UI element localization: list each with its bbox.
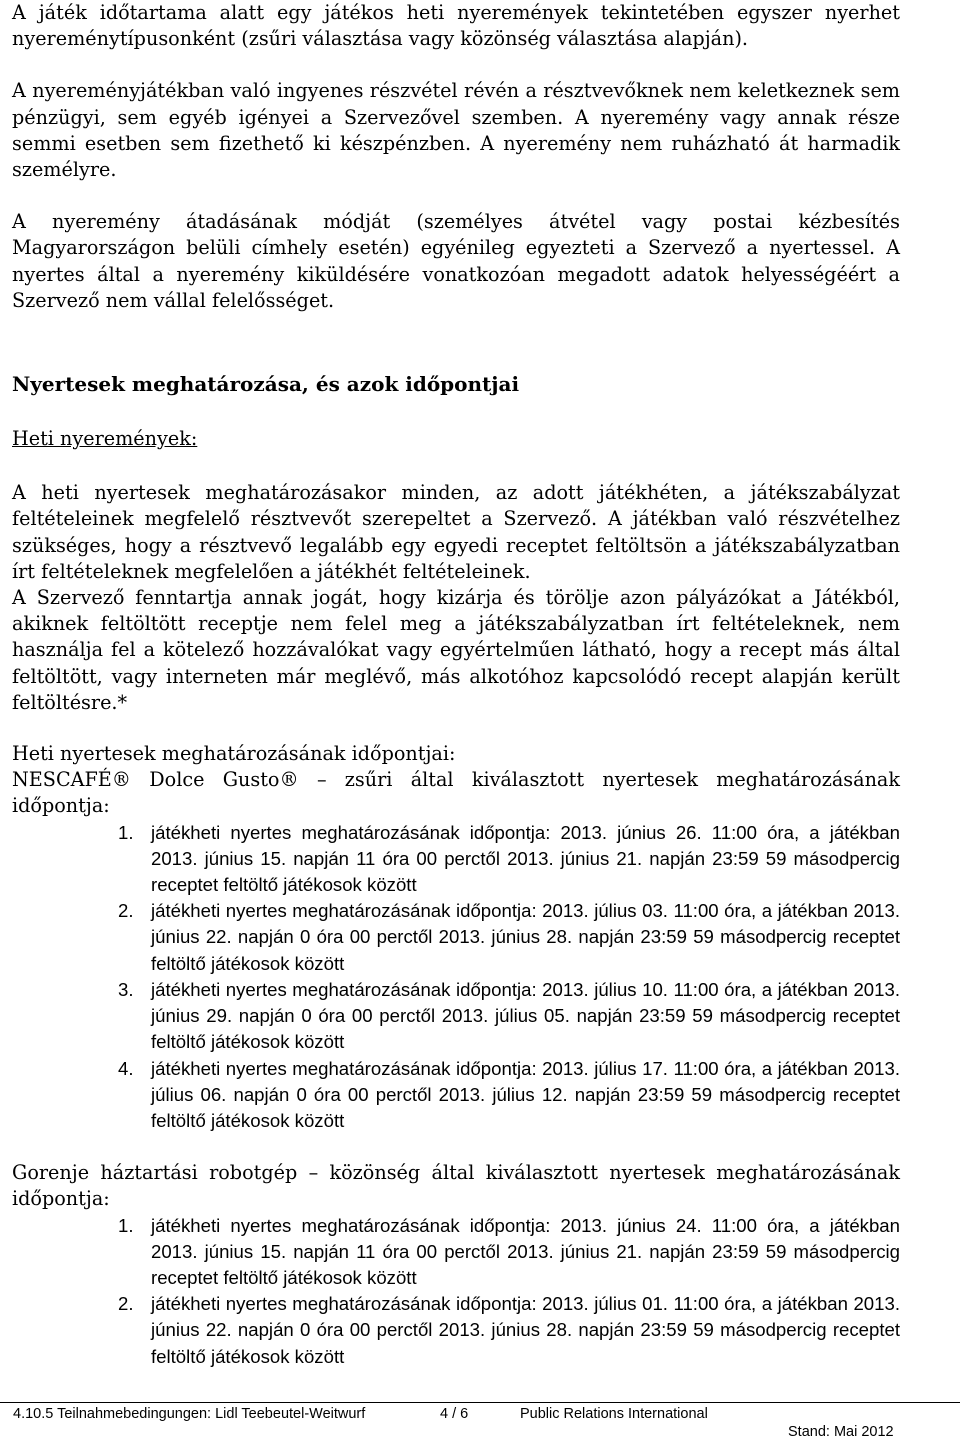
list-item: 2. játékheti nyertes meghatározásának időpontja: 2013. július 03. 11:00 óra, a játékban 2013. június 22. napján 0 óra 00 perctől 2013. június 28. napján 23:59 59 másodpercig receptet feltöltő játékosok között [118, 900, 900, 974]
paragraph-prize-delivery: A nyeremény átadásának módját (személyes átvétel vagy postai kézbesítés Magyarországon belüli címhely esetén) egyénileg egyezteti a Szervező a nyertessel. A nyertes által a nyeremény kiküldésére vonatkozóan megadott adatok helyességéért a Szervező nem vállal felelősséget. [12, 210, 900, 312]
list-item: 1. játékheti nyertes meghatározásának időpontja: 2013. június 26. 11:00 óra, a játékban 2013. június 15. napján 11 óra 00 perctől 2013. június 21. napján 23:59 59 másodpercig receptet feltöltő játékosok között [118, 821, 900, 896]
dates-heading: Heti nyertesek meghatározásának időpontjai: [12, 742, 456, 766]
footer-organization: Public Relations International [520, 1406, 708, 1422]
paragraph-organizer-rights: A Szervező fenntartja annak jogát, hogy kizárja és törölje azon pályázókat a Játékból, akiknek feltöltött receptje nem felel meg a játékszabályzatban írt feltételeknek, nem használja fel a kötelező hozzávalókat vagy egyértelműen látható, hogy a recept más által feltöltött, vagy interneten már meglévő, más alkotóhoz kapcsolódó recept alapján került feltöltésre.* [12, 586, 900, 714]
list-item: 3. játékheti nyertes meghatározásának időpontja: 2013. július 10. 11:00 óra, a játékban 2013. június 29. napján 0 óra 00 perctől 2013. július 05. napján 23:59 59 másodpercig receptet feltöltő játékosok között [118, 978, 900, 1053]
list-item: 1. játékheti nyertes meghatározásának időpontja: 2013. június 24. 11:00 óra, a játékban 2013. június 15. napján 11 óra 00 perctől 2013. június 21. napján 23:59 59 másodpercig receptet feltöltő játékosok között [118, 1214, 900, 1288]
audience-heading: Gorenje háztartási robotgép – közönség által kiválasztott nyertesek meghatározásának időpontja: [12, 1161, 900, 1211]
footer-document-title: 4.10.5 Teilnahmebedingungen: Lidl Teebeutel-Weitwurf [13, 1406, 366, 1422]
list-item: 4. játékheti nyertes meghatározásának időpontja: 2013. július 17. 11:00 óra, a játékban 2013. július 06. napján 0 óra 00 perctől 2013. július 12. napján 23:59 59 másodpercig receptet feltöltő játékosok között [118, 1057, 900, 1131]
footer-page-number: 4 / 6 [440, 1406, 469, 1422]
footer-stand-date: Stand: Mai 2012 [788, 1424, 894, 1440]
list-item: 2. játékheti nyertes meghatározásának időpontja: 2013. július 01. 11:00 óra, a játékban 2013. június 22. napján 0 óra 00 perctől 2013. június 28. napján 23:59 59 másodpercig receptet feltöltő játékosok között [118, 1293, 900, 1367]
paragraph-one-prize-per-week: A játék időtartama alatt egy játékos heti nyeremények tekintetében egyszer nyerhet nyereménytípusonként (zsűri választása vagy közönség választása alapján). [12, 1, 900, 51]
jury-dates-list [12, 820, 900, 1134]
audience-dates-list [12, 1213, 900, 1370]
document-page [12, 0, 900, 1370]
footer-divider [0, 1402, 960, 1403]
paragraph-weekly-winners: A heti nyertesek meghatározásakor minden, az adott játékhéten, a játékszabályzat feltételeinek megfelelő résztvevőt szerepeltet a Szervező. A játékban való részvételhez szükséges, hogy a résztvevő legalább egy egyedi receptet feltöltsön a játékszabályzatban írt feltételeknek megfelelően a játékhét feltételeinek. [12, 481, 900, 583]
jury-heading: NESCAFÉ® Dolce Gusto® – zsűri által kiválasztott nyertesek meghatározásának időpontja: [12, 768, 900, 818]
subheading-weekly-prizes: Heti nyeremények: [12, 427, 198, 451]
paragraph-free-participation: A nyereményjátékban való ingyenes részvétel révén a résztvevőknek nem keletkeznek sem pénzügyi, sem egyéb igényei a Szervezővel szemben. A nyeremény vagy annak része semmi esetben sem fizethető ki készpénzben. A nyeremény nem ruházható át harmadik személyre. [12, 79, 900, 182]
section-heading: Nyertesek meghatározása, és azok időpontjai [12, 372, 520, 397]
